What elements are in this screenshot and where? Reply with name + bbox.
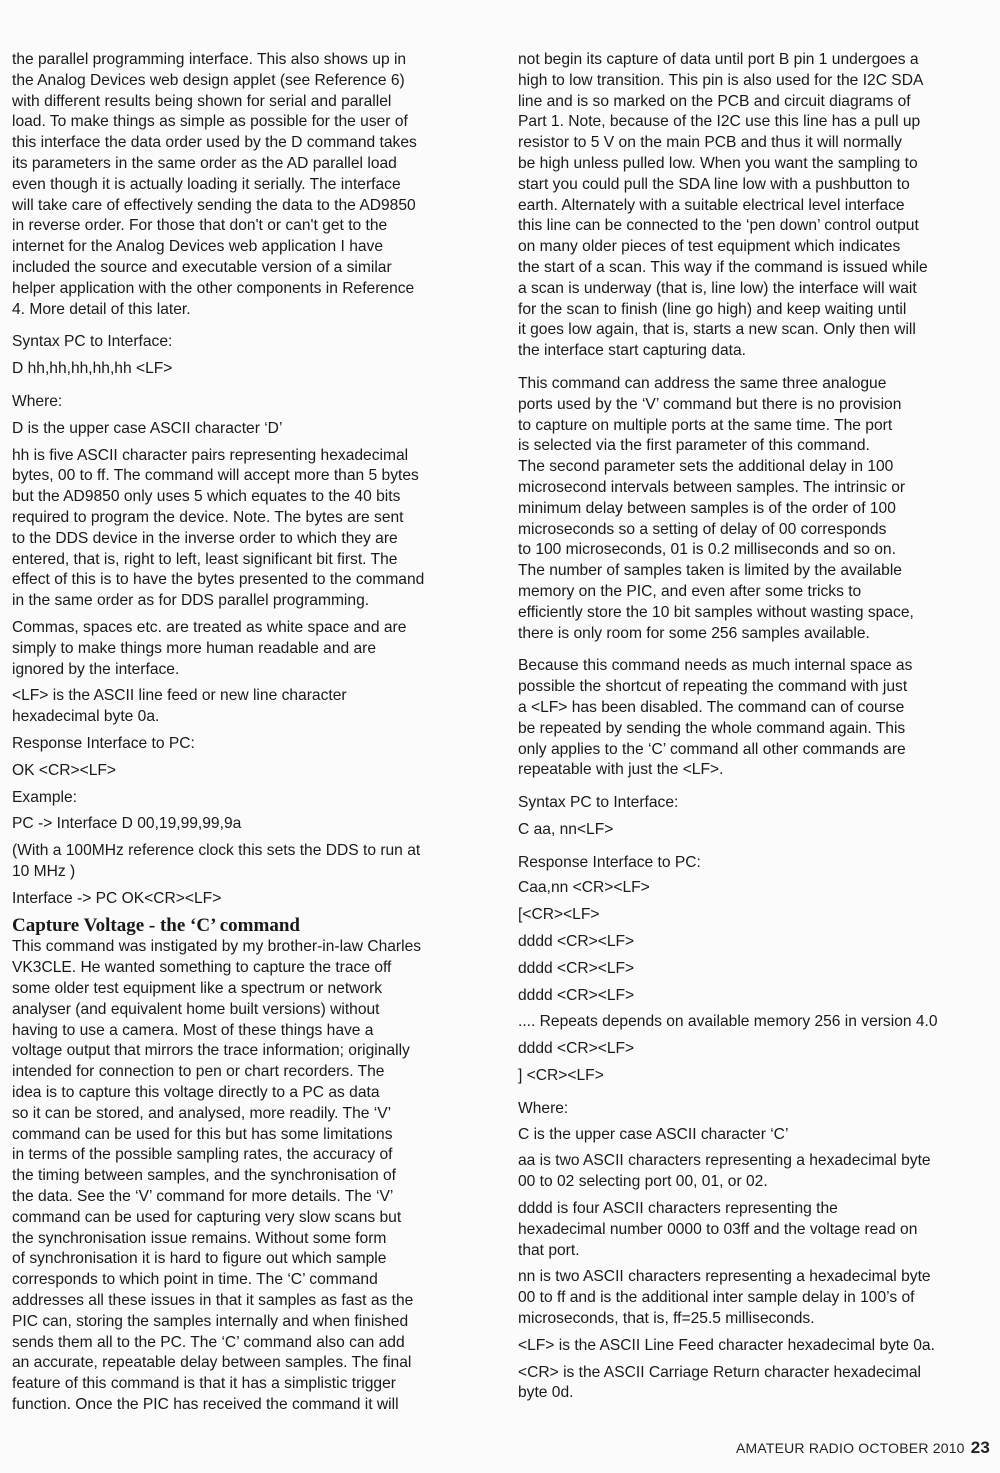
cr-description: <CR> is the ASCII Carriage Return character hexadecimal byte 0d. bbox=[518, 1363, 922, 1402]
dddd-line: dddd <CR><LF> bbox=[518, 1040, 635, 1058]
aa-description: aa is two ASCII characters representing a hexadecimal byte 00 to 02 selecting port 00, 01, or 02. bbox=[518, 1152, 931, 1191]
lf-description: <LF> is the ASCII line feed or new line character hexadecimal byte 0a. bbox=[12, 687, 347, 726]
paragraph-intro: the parallel programming interface. This also shows up in the Analog Devices web design applet (see Reference 6) with different results being shown for serial and parallel load. To make things as simple as possible for the user of this interface the data order used by the D command takes its parameters in the same order as the AD parallel load even though it is actually loading it serially. The interface will take care of effectively sending the data to the AD9850 in reverse order. For those that don't or can't get to the internet for the Analog Devices web application I have included the source and executable version of a similar helper application with the other components in Reference 4. More detail of this later. bbox=[12, 51, 417, 318]
capture-body: This command was instigated by my brother-in-law Charles VK3CLE. He wanted something to capture the trace off some older test equipment like a spectrum or network analyser (and equivalent home built versions) without having to use a camera. Most of these things have a voltage output that mirrors the trace information; originally intended for connection to pen or chart recorders. The idea is to capture this voltage directly to a PC as data so it can be stored, and analysed, more readily. The ‘V’ command can be used for this but has some limitations in terms of the possible sampling rates, the accuracy of the timing between samples, and the synchronisation of the data. See the ‘V’ command for more details. The ‘V’ command can be used for capturing very slow scans but the synchronisation issue remains. Without some form of synchronisation it is hard to figure out which sample corresponds to which point in time. The ‘C’ command addresses all these issues in that it samples as fast as the PIC can, storing the samples internally and when finished sends them all to the PC. The ‘C’ command also can add an accurate, repeatable delay between samples. The final feature of this command is that it has a simplistic trigger function. Once the PIC has received the command it will bbox=[12, 938, 422, 1414]
dddd-line: dddd <CR><LF> bbox=[518, 986, 635, 1004]
commas-description: Commas, spaces etc. are treated as white space and are simply to make things more human readable and are ignored by the interface. bbox=[12, 618, 407, 678]
paragraph-repeat: Because this command needs as much internal space as possible the shortcut of repeating the command with just a <LF> has been disabled. The command can of course be repeated by sending the whole command again. This only applies to the ‘C’ command all other commands are repeatable with just the <LF>. bbox=[518, 657, 913, 779]
publication-name: AMATEUR RADIO OCTOBER 2010 bbox=[735, 1440, 965, 1456]
response-label: Response Interface to PC: bbox=[518, 853, 701, 871]
dddd-description: dddd is four ASCII characters representing the hexadecimal number 0000 to 03ff and the voltage read on that port. bbox=[518, 1200, 918, 1259]
left-column bbox=[12, 50, 482, 1422]
page-number: 23 bbox=[970, 1438, 990, 1457]
example-interface: Interface -> PC OK<CR><LF> bbox=[12, 889, 222, 907]
syntax-value: D hh,hh,hh,hh,hh <LF> bbox=[12, 360, 173, 378]
page-footer bbox=[736, 1438, 990, 1458]
example-label: Example: bbox=[12, 788, 78, 806]
where-label: Where: bbox=[12, 392, 63, 410]
close-bracket: ] <CR><LF> bbox=[518, 1067, 604, 1085]
section-heading: Capture Voltage - the ‘C’ command bbox=[12, 915, 300, 937]
d-description: D is the upper case ASCII character ‘D’ bbox=[12, 419, 283, 437]
example-pc: PC -> Interface D 00,19,99,99,9a bbox=[12, 815, 242, 833]
nn-description: nn is two ASCII characters representing a hexadecimal byte 00 to ff and is the additional inter sample delay in 100’s of microseconds, that is, ff=25.5 milliseconds. bbox=[518, 1268, 931, 1328]
right-column bbox=[518, 50, 990, 1410]
syntax-label: Syntax PC to Interface: bbox=[12, 333, 173, 351]
c-description: C is the upper case ASCII character ‘C’ bbox=[518, 1125, 789, 1143]
where-label: Where: bbox=[518, 1099, 569, 1117]
syntax-label: Syntax PC to Interface: bbox=[518, 794, 679, 812]
paragraph-trigger: not begin its capture of data until port B pin 1 undergoes a high to low transition. This pin is also used for the I2C SDA line and is so marked on the PCB and circuit diagrams of Part 1. Note, because of the I2C use this line has a pull up resistor to 5 V on the main PCB and thus it will normally be high unless pulled low. When you want the sampling to start you could pull the SDA line low with a pushbutton to earth. Alternately with a suitable electrical level interface this line can be connected to the ‘pen down’ control output on many older pieces of test equipment which indicates the start of a scan. This way if the command is issued while a scan is underway (that is, line low) the interface will wait for the scan to finish (line go high) and keep waiting until it goes low again, that is, starts a new scan. Only then will the interface start capturing data. bbox=[518, 51, 928, 360]
response-value: Caa,nn <CR><LF> bbox=[518, 879, 650, 897]
paragraph-ports: This command can address the same three analogue ports used by the ‘V’ command but there is no provision to capture on multiple ports at the same time. The port is selected via the first parameter of this command. The second parameter sets the additional delay in 100 microsecond intervals between samples. The intrinsic or minimum delay between samples is of the order of 100 microseconds so a setting of delay of 00 corresponds to 100 microseconds, 01 is 0.2 milliseconds and so on. The number of samples taken is limited by the available memory on the PIC, and even after some tricks to efficiently store the 10 bit samples without wasting space, there is only room for some 256 samples available. bbox=[518, 374, 914, 642]
response-value: OK <CR><LF> bbox=[12, 761, 117, 779]
response-label: Response Interface to PC: bbox=[12, 734, 195, 752]
example-note: (With a 100MHz reference clock this sets the DDS to run at 10 MHz ) bbox=[12, 842, 421, 880]
dddd-line: dddd <CR><LF> bbox=[518, 959, 635, 977]
syntax-value: C aa, nn<LF> bbox=[518, 820, 614, 838]
dddd-line: dddd <CR><LF> bbox=[518, 933, 635, 951]
hh-description: hh is five ASCII character pairs representing hexadecimal bytes, 00 to ff. The command will accept more than 5 bytes but the AD9850 only uses 5 which equates to the 40 bits required to program the device. Note. The bytes are sent to the DDS device in the inverse order to which they are entered, that is, right to left, least significant bit first. The effect of this is to have the bytes presented to the command in the same order as for DDS parallel programming. bbox=[12, 446, 425, 610]
open-bracket: [<CR><LF> bbox=[518, 906, 600, 924]
repeats-note: .... Repeats depends on available memory 256 in version 4.0 bbox=[518, 1013, 938, 1031]
lf-description: <LF> is the ASCII Line Feed character hexadecimal byte 0a. bbox=[518, 1336, 935, 1354]
